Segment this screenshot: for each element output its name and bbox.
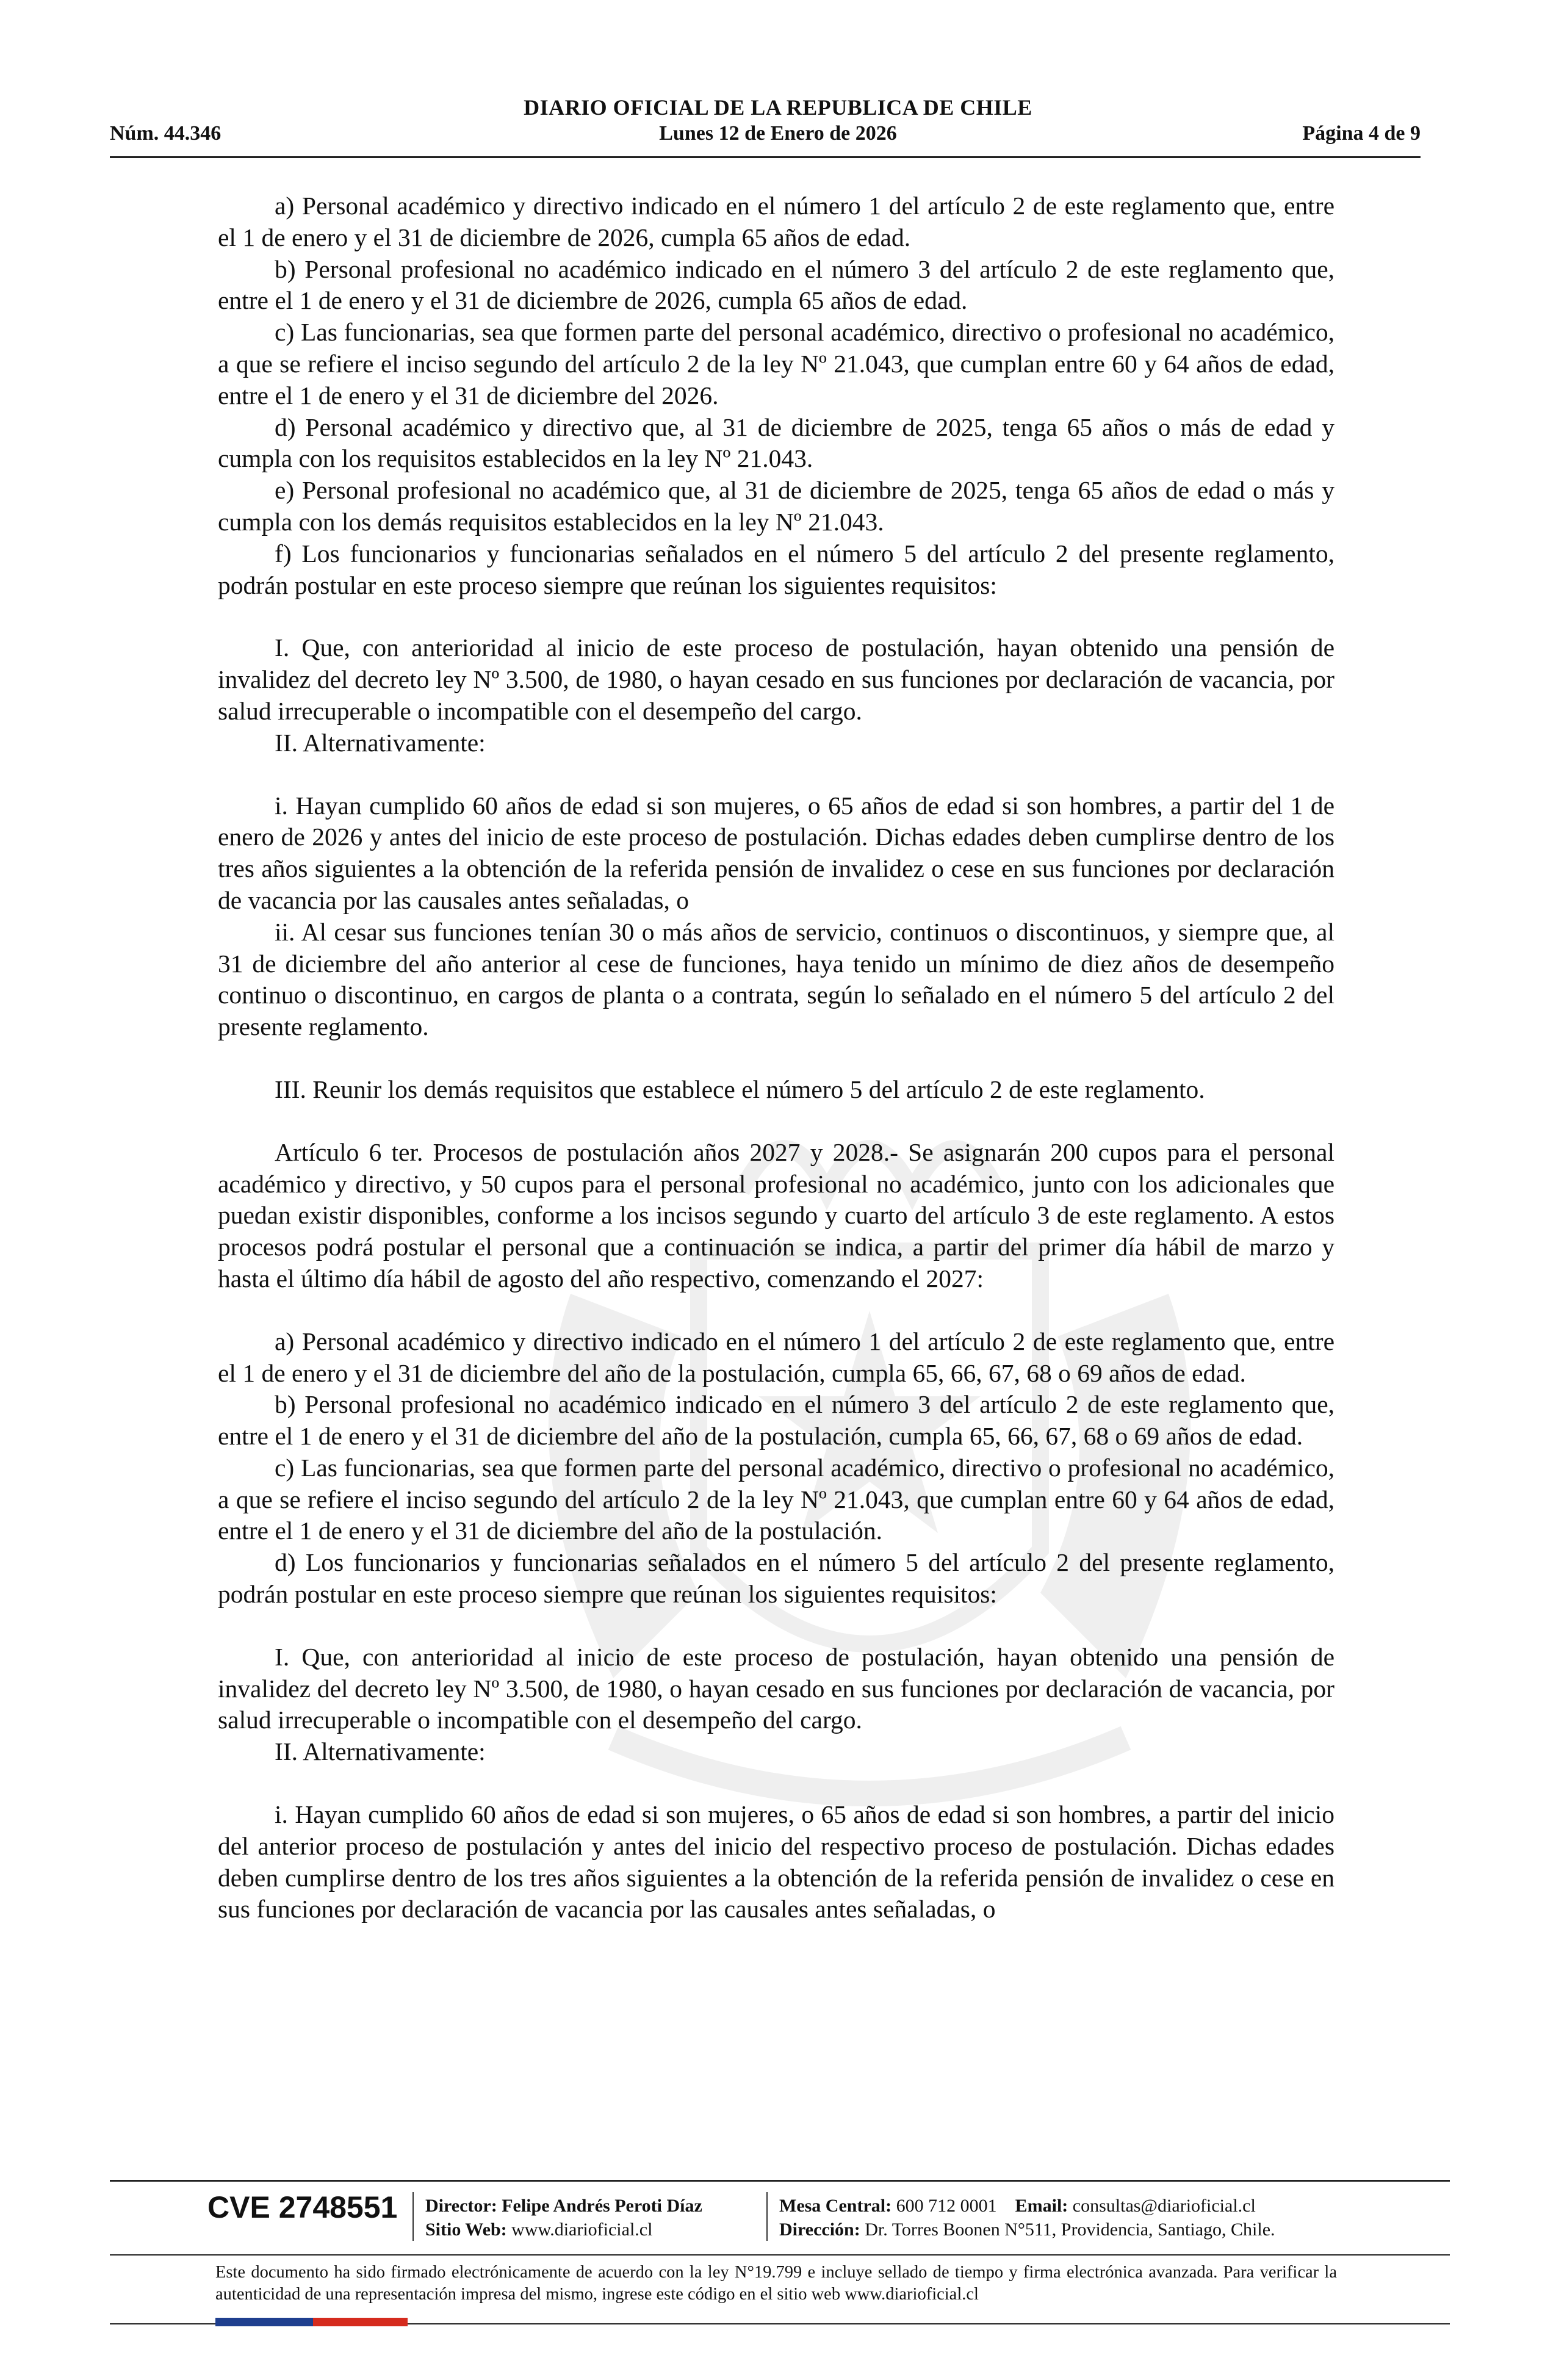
site-label: Sitio Web: <box>425 2220 507 2240</box>
article-heading-paragraph: Artículo 6 ter. Procesos de postulación años 2027 y 2028.- Se asignarán 200 cupos para el personal académico y directivo, y 50 cupos para el personal profesional no académico, junto con los adicionales que puedan existir disponibles, conforme a los incisos segundo y cuarto del artículo 3 de este reglamento. A estos procesos podrá postular el personal que a continuación se indica, a partir del primer día hábil de marzo y hasta el último día hábil de agosto del año respectivo, comenzando el 2027: <box>218 1138 1334 1293</box>
footer-contact-column <box>779 2194 1275 2241</box>
document-body <box>218 190 1334 1925</box>
newspaper-title: DIARIO OFICIAL DE LA REPUBLICA DE CHILE <box>524 95 1032 120</box>
page-indicator: Página 4 de 9 <box>1302 122 1421 145</box>
mesa-phone: 600 712 0001 <box>896 2196 997 2216</box>
footer-separator <box>766 2192 768 2241</box>
paragraph: II. Alternativamente: <box>275 728 486 757</box>
site-link[interactable]: www.diarioficial.cl <box>511 2220 653 2240</box>
header-divider <box>110 156 1421 158</box>
paragraph: d) Personal académico y directivo que, al 31 de diciembre de 2025, tenga 65 años o más de edad y cumpla con los requisitos establecidos en la ley Nº 21.043. <box>218 413 1334 473</box>
address-value: Dr. Torres Boonen N°511, Providencia, Santiago, Chile. <box>865 2220 1275 2240</box>
paragraph: i. Hayan cumplido 60 años de edad si son mujeres, o 65 años de edad si son hombres, a partir del inicio del anterior proceso de postulación y antes del inicio del respectivo proceso de postulación. Dichas edades deben cumplirse dentro de los tres años siguientes a la obtención de la referida pensión de invalidez o cese en sus funciones por declaración de vacancia por las causales antes señaladas, o <box>218 1800 1334 1924</box>
flag-stripe-blue <box>215 2318 313 2326</box>
issue-date: Lunes 12 de Enero de 2026 <box>659 122 897 145</box>
paragraph: c) Las funcionarias, sea que formen parte del personal académico, directivo o profesional no académico, a que se refiere el inciso segundo del artículo 2 de la ley Nº 21.043, que cumplan entre 60 y 64 años de edad, entre el 1 de enero y el 31 de diciembre del año de la postulación. <box>218 1453 1334 1545</box>
paragraph: b) Personal profesional no académico indicado en el número 3 del artículo 2 de este reglamento que, entre el 1 de enero y el 31 de diciembre de 2026, cumpla 65 años de edad. <box>218 254 1334 315</box>
email-link[interactable]: consultas@diarioficial.cl <box>1072 2196 1256 2216</box>
footer-divider <box>110 2254 1450 2256</box>
paragraph: c) Las funcionarias, sea que formen parte del personal académico, directivo o profesional no académico, a que se refiere el inciso segundo del artículo 2 de la ley Nº 21.043, que cumplan entre 60 y 64 años de edad, entre el 1 de enero y el 31 de diciembre del 2026. <box>218 318 1334 409</box>
paragraph: I. Que, con anterioridad al inicio de este proceso de postulación, hayan obtenido una pensión de invalidez del decreto ley Nº 3.500, de 1980, o hayan cesado en sus funciones por declaración de vacancia, por salud irrecuperable o incompatible con el desempeño del cargo. <box>218 633 1334 725</box>
footer-director-column <box>425 2194 702 2241</box>
paragraph: e) Personal profesional no académico que, al 31 de diciembre de 2025, tenga 65 años de edad o más y cumpla con los demás requisitos establecidos en la ley Nº 21.043. <box>218 476 1334 536</box>
footer-separator <box>412 2192 414 2241</box>
mesa-label: Mesa Central: <box>779 2196 892 2216</box>
issue-number: Núm. 44.346 <box>110 122 222 145</box>
paragraph: d) Los funcionarios y funcionarias señalados en el número 5 del artículo 2 del presente reglamento, podrán postular en este proceso siempre que reúnan los siguientes requisitos: <box>218 1548 1334 1609</box>
address-label: Dirección: <box>779 2220 860 2240</box>
cve-code: CVE 2748551 <box>207 2190 398 2224</box>
paragraph: III. Reunir los demás requisitos que establece el número 5 del artículo 2 de este reglamento. <box>275 1075 1205 1103</box>
paragraph: a) Personal académico y directivo indicado en el número 1 del artículo 2 de este reglamento que, entre el 1 de enero y el 31 de diciembre del año de la postulación, cumpla 65, 66, 67, 68 o 69 años de edad. <box>218 1327 1334 1387</box>
paragraph: ii. Al cesar sus funciones tenían 30 o más años de servicio, continuos o discontinuos, y siempre que, al 31 de diciembre del año anterior al cese de funciones, haya tenido un mínimo de diez años de desempeño continuo o discontinuo, en cargos de planta o a contrata, según lo señalado en el número 5 del artículo 2 del presente reglamento. <box>218 917 1334 1041</box>
paragraph: a) Personal académico y directivo indicado en el número 1 del artículo 2 de este reglamento que, entre el 1 de enero y el 31 de diciembre de 2026, cumpla 65 años de edad. <box>218 192 1334 251</box>
paragraph: I. Que, con anterioridad al inicio de este proceso de postulación, hayan obtenido una pensión de invalidez del decreto ley Nº 3.500, de 1980, o hayan cesado en sus funciones por declaración de vacancia, por salud irrecuperable o incompatible con el desempeño del cargo. <box>218 1642 1334 1734</box>
paragraph: b) Personal profesional no académico indicado en el número 3 del artículo 2 de este reglamento que, entre el 1 de enero y el 31 de diciembre del año de la postulación, cumpla 65, 66, 67, 68 o 69 años de edad. <box>218 1390 1334 1451</box>
director-name: Felipe Andrés Peroti Díaz <box>502 2196 702 2216</box>
email-label: Email: <box>1015 2196 1068 2216</box>
footer-divider <box>110 2180 1450 2182</box>
paragraph: f) Los funcionarios y funcionarias señalados en el número 5 del artículo 2 del presente reglamento, podrán postular en este proceso siempre que reúnan los siguientes requisitos: <box>218 539 1334 599</box>
director-label: Director: <box>425 2196 497 2216</box>
paragraph: II. Alternativamente: <box>275 1737 486 1766</box>
paragraph: i. Hayan cumplido 60 años de edad si son mujeres, o 65 años de edad si son hombres, a partir del 1 de enero de 2026 y antes del inicio de este proceso de postulación. Dichas edades deben cumplirse dentro de los tres años siguientes a la obtención de la referida pensión de invalidez o cese en sus funciones por declaración de vacancia por las causales antes señaladas, o <box>218 791 1334 914</box>
signature-note: Este documento ha sido firmado electrónicamente de acuerdo con la ley N°19.799 e incluye sellado de tiempo y firma electrónica avanzada. Para verificar la autenticidad de una representación impresa del mismo, ingrese este código en el sitio web www.diarioficial.cl <box>215 2263 1337 2304</box>
flag-stripe-red <box>313 2318 408 2326</box>
